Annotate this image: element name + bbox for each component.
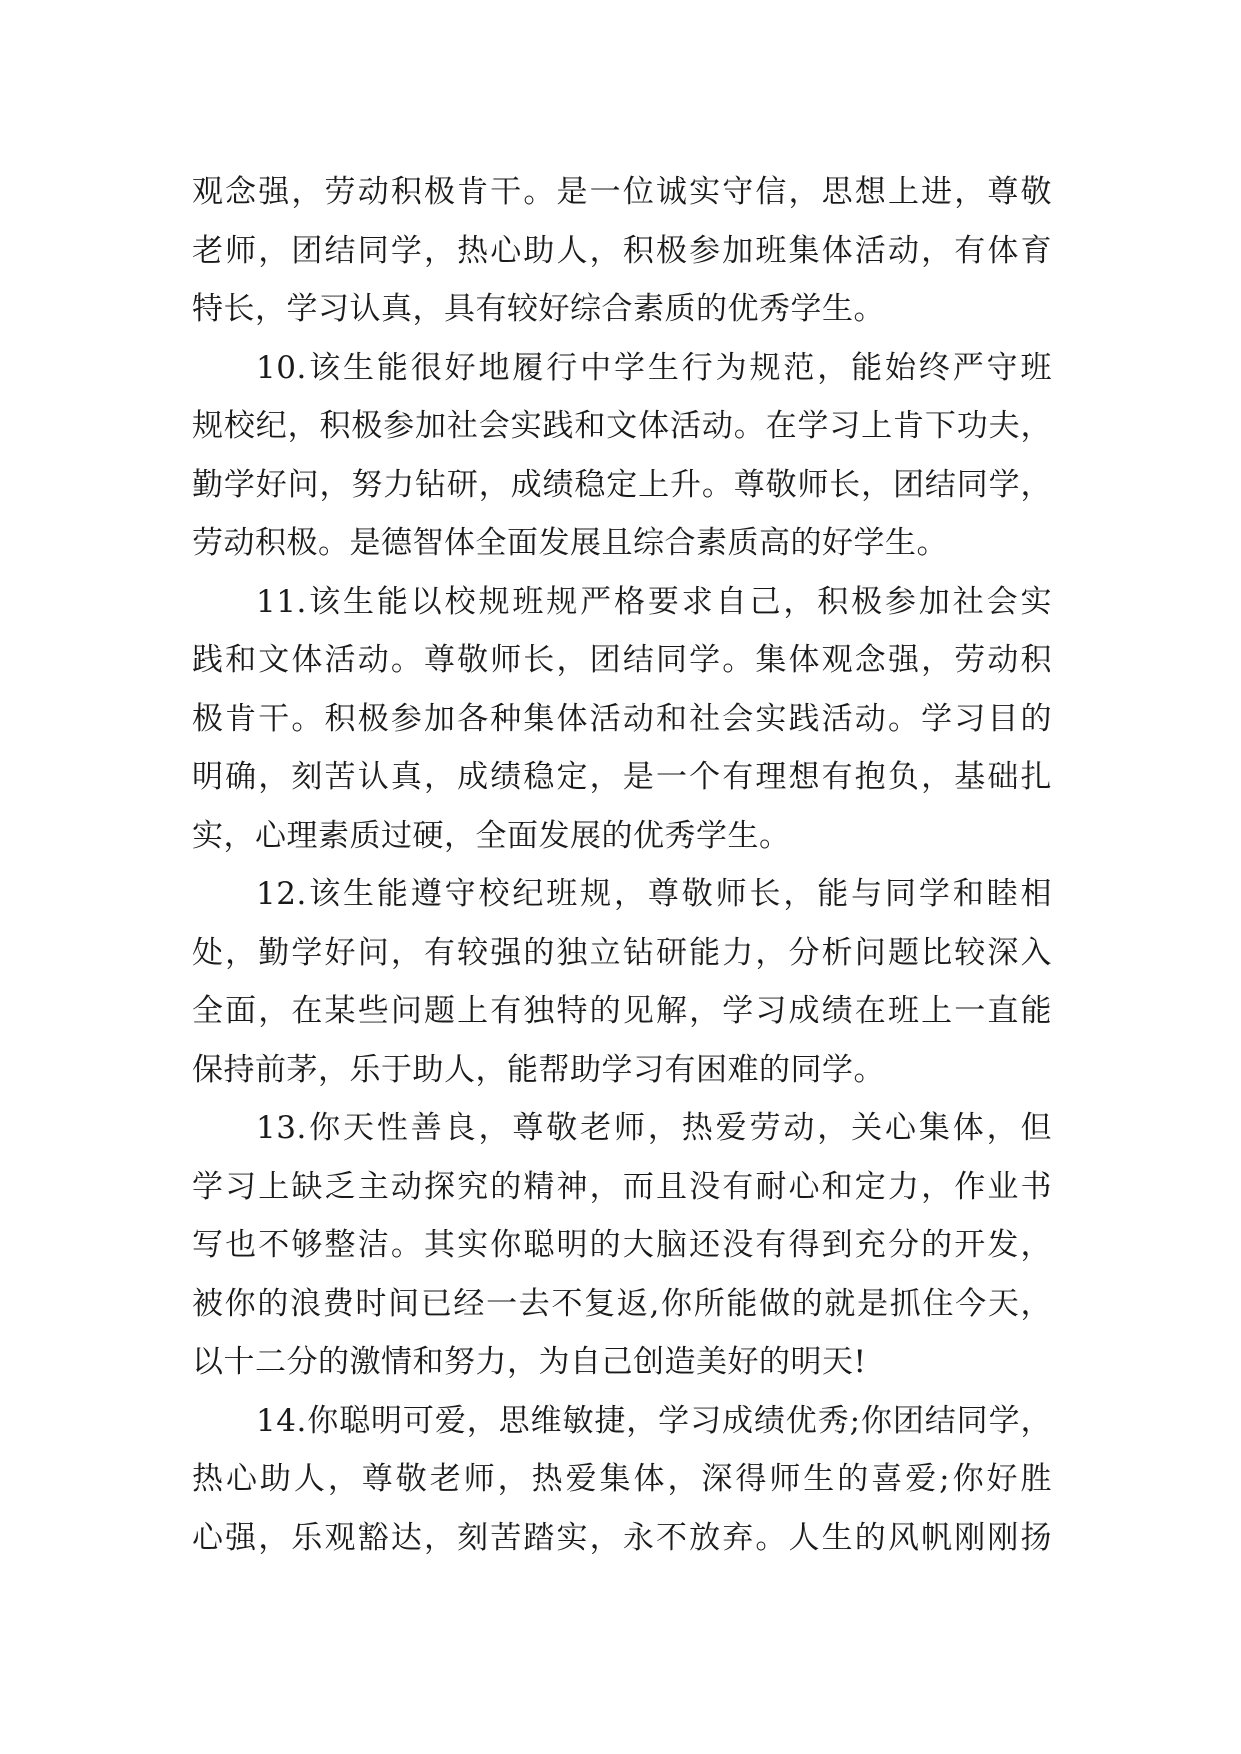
text-line: 13.你天性善良，尊敬老师，热爱劳动，关心集体，但	[256, 1110, 1052, 1146]
text-line: 规校纪，积极参加社会实践和文体活动。在学习上肯下功夫，	[192, 408, 1052, 444]
text-line: 14.你聪明可爱，思维敏捷，学习成绩优秀;你团结同学，	[256, 1402, 1052, 1439]
text-line: 写也不够整洁。其实你聪明的大脑还没有得到充分的开发，	[192, 1227, 1052, 1263]
paragraph-item-12	[192, 865, 1052, 1099]
text-line: 12.该生能遵守校纪班规，尊敬师长，能与同学和睦相	[256, 876, 1052, 912]
paragraph-item-14	[192, 1392, 1052, 1568]
text-line: 10.该生能很好地履行中学生行为规范，能始终严守班	[256, 349, 1052, 386]
paragraph-continued	[192, 163, 1052, 339]
text-line: 热心助人，尊敬老师，热爱集体，深得师生的喜爱;你好胜	[192, 1461, 1052, 1497]
text-line: 观念强，劳动积极肯干。是一位诚实守信，思想上进，尊敬	[192, 174, 1052, 210]
text-line: 以十二分的激情和努力，为自己创造美好的明天!	[192, 1344, 867, 1380]
text-line: 全面，在某些问题上有独特的见解，学习成绩在班上一直能	[192, 993, 1052, 1029]
paragraph-item-13	[192, 1099, 1052, 1392]
text-line: 保持前茅，乐于助人，能帮助学习有困难的同学。	[192, 1051, 885, 1088]
text-line: 11.该生能以校规班规严格要求自己，积极参加社会实	[256, 583, 1052, 620]
text-line: 实，心理素质过硬，全面发展的优秀学生。	[192, 817, 791, 854]
text-line: 被你的浪费时间已经一去不复返,你所能做的就是抓住今天，	[192, 1285, 1052, 1322]
document-body	[192, 163, 1052, 1567]
text-line: 劳动积极。是德智体全面发展且综合素质高的好学生。	[192, 525, 948, 561]
text-line: 极肯干。积极参加各种集体活动和社会实践活动。学习目的	[192, 700, 1052, 737]
paragraph-item-10	[192, 339, 1052, 573]
text-line: 心强，乐观豁达，刻苦踏实，永不放弃。人生的风帆刚刚扬	[192, 1519, 1052, 1556]
text-line: 老师，团结同学，热心助人，积极参加班集体活动，有体育	[192, 232, 1052, 269]
paragraph-item-11	[192, 573, 1052, 866]
text-line: 处，勤学好问，有较强的独立钻研能力，分析问题比较深入	[192, 934, 1052, 971]
text-line: 学习上缺乏主动探究的精神，而且没有耐心和定力，作业书	[192, 1168, 1052, 1205]
text-line: 勤学好问，努力钻研，成绩稳定上升。尊敬师长，团结同学，	[192, 466, 1052, 503]
text-line: 明确，刻苦认真，成绩稳定，是一个有理想有抱负，基础扎	[192, 759, 1052, 795]
text-line: 践和文体活动。尊敬师长，团结同学。集体观念强，劳动积	[192, 642, 1052, 678]
text-line: 特长，学习认真，具有较好综合素质的优秀学生。	[192, 291, 885, 327]
